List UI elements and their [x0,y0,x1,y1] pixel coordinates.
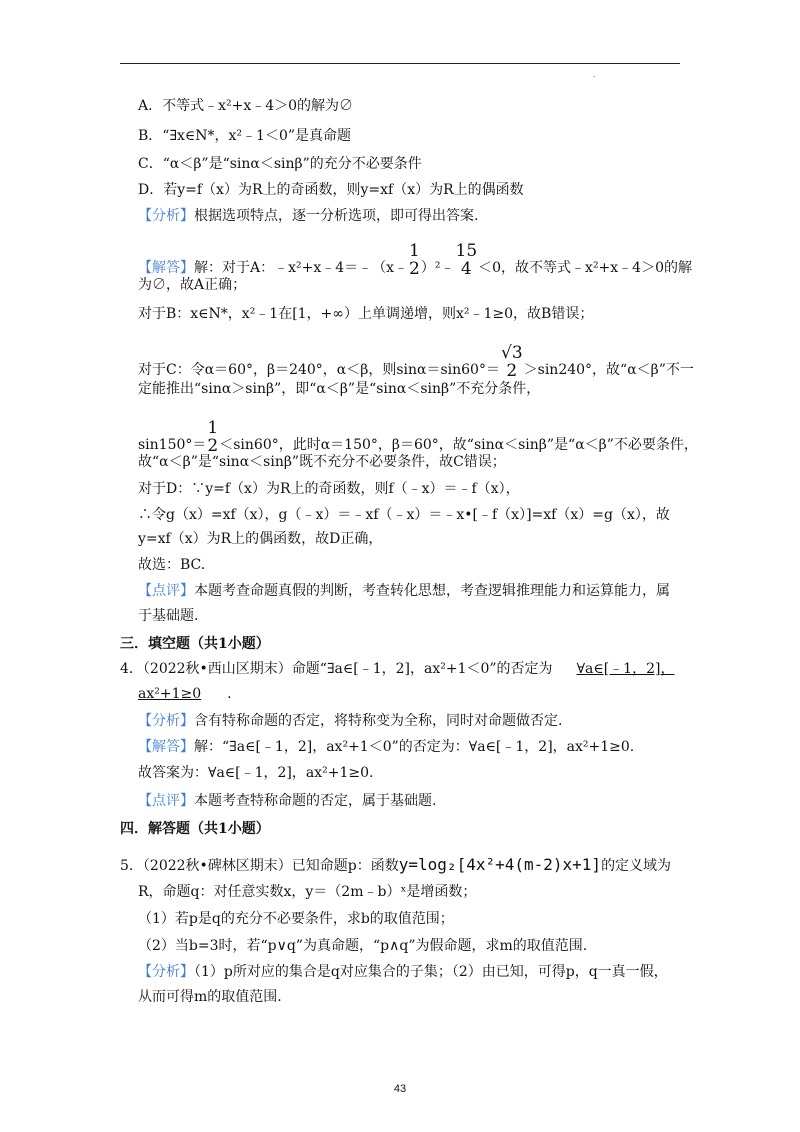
option-b: B．“∃x∈N*，x²﹣1＜0”是真命题 [138,128,352,144]
question-4-analysis-text: 含有特称命题的否定，将特称变为全称，同时对命题做否定. [194,713,563,729]
comment-tag: 【点评】 [138,583,194,599]
question-4-end: . [227,686,232,702]
question-5-line-1 [120,856,671,875]
question-5-analysis-2: 从而可得m的取值范围. [138,989,282,1005]
option-a: A．不等式﹣x²+x﹣4＞0的解为∅ [138,98,354,114]
answer-line-9: ∴令g（x）=xf（x），g（﹣x）＝﹣xf（﹣x）＝﹣x•[﹣f（x）]=xf（x）=g（x），故 [138,507,670,523]
question-4-analysis [138,712,562,730]
answer-line-5: 定能推出“sinα＞sinβ”，即“α＜β”是“sinα＜sinβ”不充分条件， [138,381,541,397]
analysis-tag-3: 【分析】 [138,964,194,980]
answer-line-11: 故选：BC. [138,557,206,573]
answer-text-6a: sin150°＝ [138,437,207,453]
page-number: 43 [393,1083,407,1095]
analysis-tag-2: 【分析】 [138,713,194,729]
question-5-text-b: 的定义域为 [601,858,672,874]
header-rule [120,63,680,64]
answer-tag: 【解答】 [138,260,194,276]
answer-line-3: 对于B：x∈N*，x²﹣1在[1，+∞）上单调递增，则x²﹣1≥0，故B错误； [138,306,594,322]
answer-text-4a: 对于C：令α＝60°，β＝240°，α＜β，则sinα＝sin60°＝ [138,362,500,378]
question-5-analysis-1 [138,963,668,981]
answer-line-2: 为∅，故A正确； [138,277,247,293]
question-5-part-1: （1）若p是q的充分不必要条件，求b的取值范围； [138,911,454,927]
question-4-comment [138,792,436,810]
answer-line-7: 故“α＜β”是“sinα＜sinβ”既不充分不必要条件，故C错误； [138,454,506,470]
fraction-15-4: 15 4 [455,241,478,279]
comment-tag-2: 【点评】 [138,793,194,809]
question-5-analysis-text: （1）p所对应的集合是q对应集合的子集；（2）由已知，可得p，q一真一假， [194,964,668,980]
answer-line-10: y=xf（x）为R上的偶函数，故D正确， [138,531,383,547]
question-4-answer [138,738,634,756]
fraction-sqrt3-2: √3 2 [500,343,523,381]
fraction-half-2: 1 2 [207,418,219,456]
question-4-fill-1: ∀a∈[﹣1，2]， [576,661,675,677]
comment-line-1 [138,582,670,600]
question-4-answer-text: 解：“∃a∈[﹣1，2]，ax²+1＜0”的否定为：∀a∈[﹣1，2]，ax²+1≥0. [194,739,635,755]
question-4-line-1 [120,660,686,678]
answer-line-8: 对于D：∵y=f（x）为R上的奇函数，则f（﹣x）＝﹣f（x）， [138,481,520,497]
question-5-text-a: 5．（2022秋•碑林区期末）已知命题p：函数 [120,858,399,874]
question-5-formula: y=log₂[4x²+4(m-2)x+1] [398,855,602,874]
question-4-comment-text: 本题考查特称命题的否定，属于基础题. [194,793,437,809]
answer-text-1a: 解：对于A：﹣x²+x﹣4＝﹣（x﹣ [194,260,409,276]
fraction-half-1: 1 2 [409,241,420,279]
section-3-heading: 三．填空题（共1小题） [120,636,270,652]
header-mark: . [593,70,596,79]
question-4-line-2 [138,685,232,703]
answer-tag-2: 【解答】 [138,739,194,755]
question-4-final: 故答案为：∀a∈[﹣1，2]，ax²+1≥0. [138,765,374,781]
answer-text-1c: ＜0，故不等式﹣x²+x﹣4＞0的解 [478,260,692,276]
answer-text-4b: ＞sin240°，故“α＜β”不一 [523,362,694,378]
question-4-fill-2: ax²+1≥0 [138,686,202,702]
option-d: D．若y=f（x）为R上的奇函数，则y=xf（x）为R上的偶函数 [138,182,524,198]
question-4-text: 4．（2022秋•西山区期末）命题“∃a∈[﹣1，2]，ax²+1＜0”的否定为 [120,661,553,677]
analysis-text: 根据选项特点，逐一分析选项，即可得出答案. [194,208,479,224]
question-5-part-2: （2）当b=3时，若“p∨q”为真命题，“p∧q”为假命题，求m的取值范围. [138,938,588,954]
answer-text-6b: ＜sin60°，此时α＝150°，β＝60°，故“sinα＜sinβ”是“α＜β”不必要条件， [219,437,698,453]
analysis-line [138,207,478,225]
answer-text-1b: ）²﹣ [420,260,455,276]
analysis-tag: 【分析】 [138,208,194,224]
comment-line-2: 于基础题. [138,608,199,624]
option-c: C．“α＜β”是“sinα＜sinβ”的充分不必要条件 [138,156,422,172]
comment-text-1: 本题考查命题真假的判断，考查转化思想，考查逻辑推理能力和运算能力，属 [194,583,670,599]
question-5-line-2: R，命题q：对任意实数x，y＝（2m﹣b）ˣ是增函数； [138,884,477,900]
section-4-heading: 四．解答题（共1小题） [120,821,270,837]
